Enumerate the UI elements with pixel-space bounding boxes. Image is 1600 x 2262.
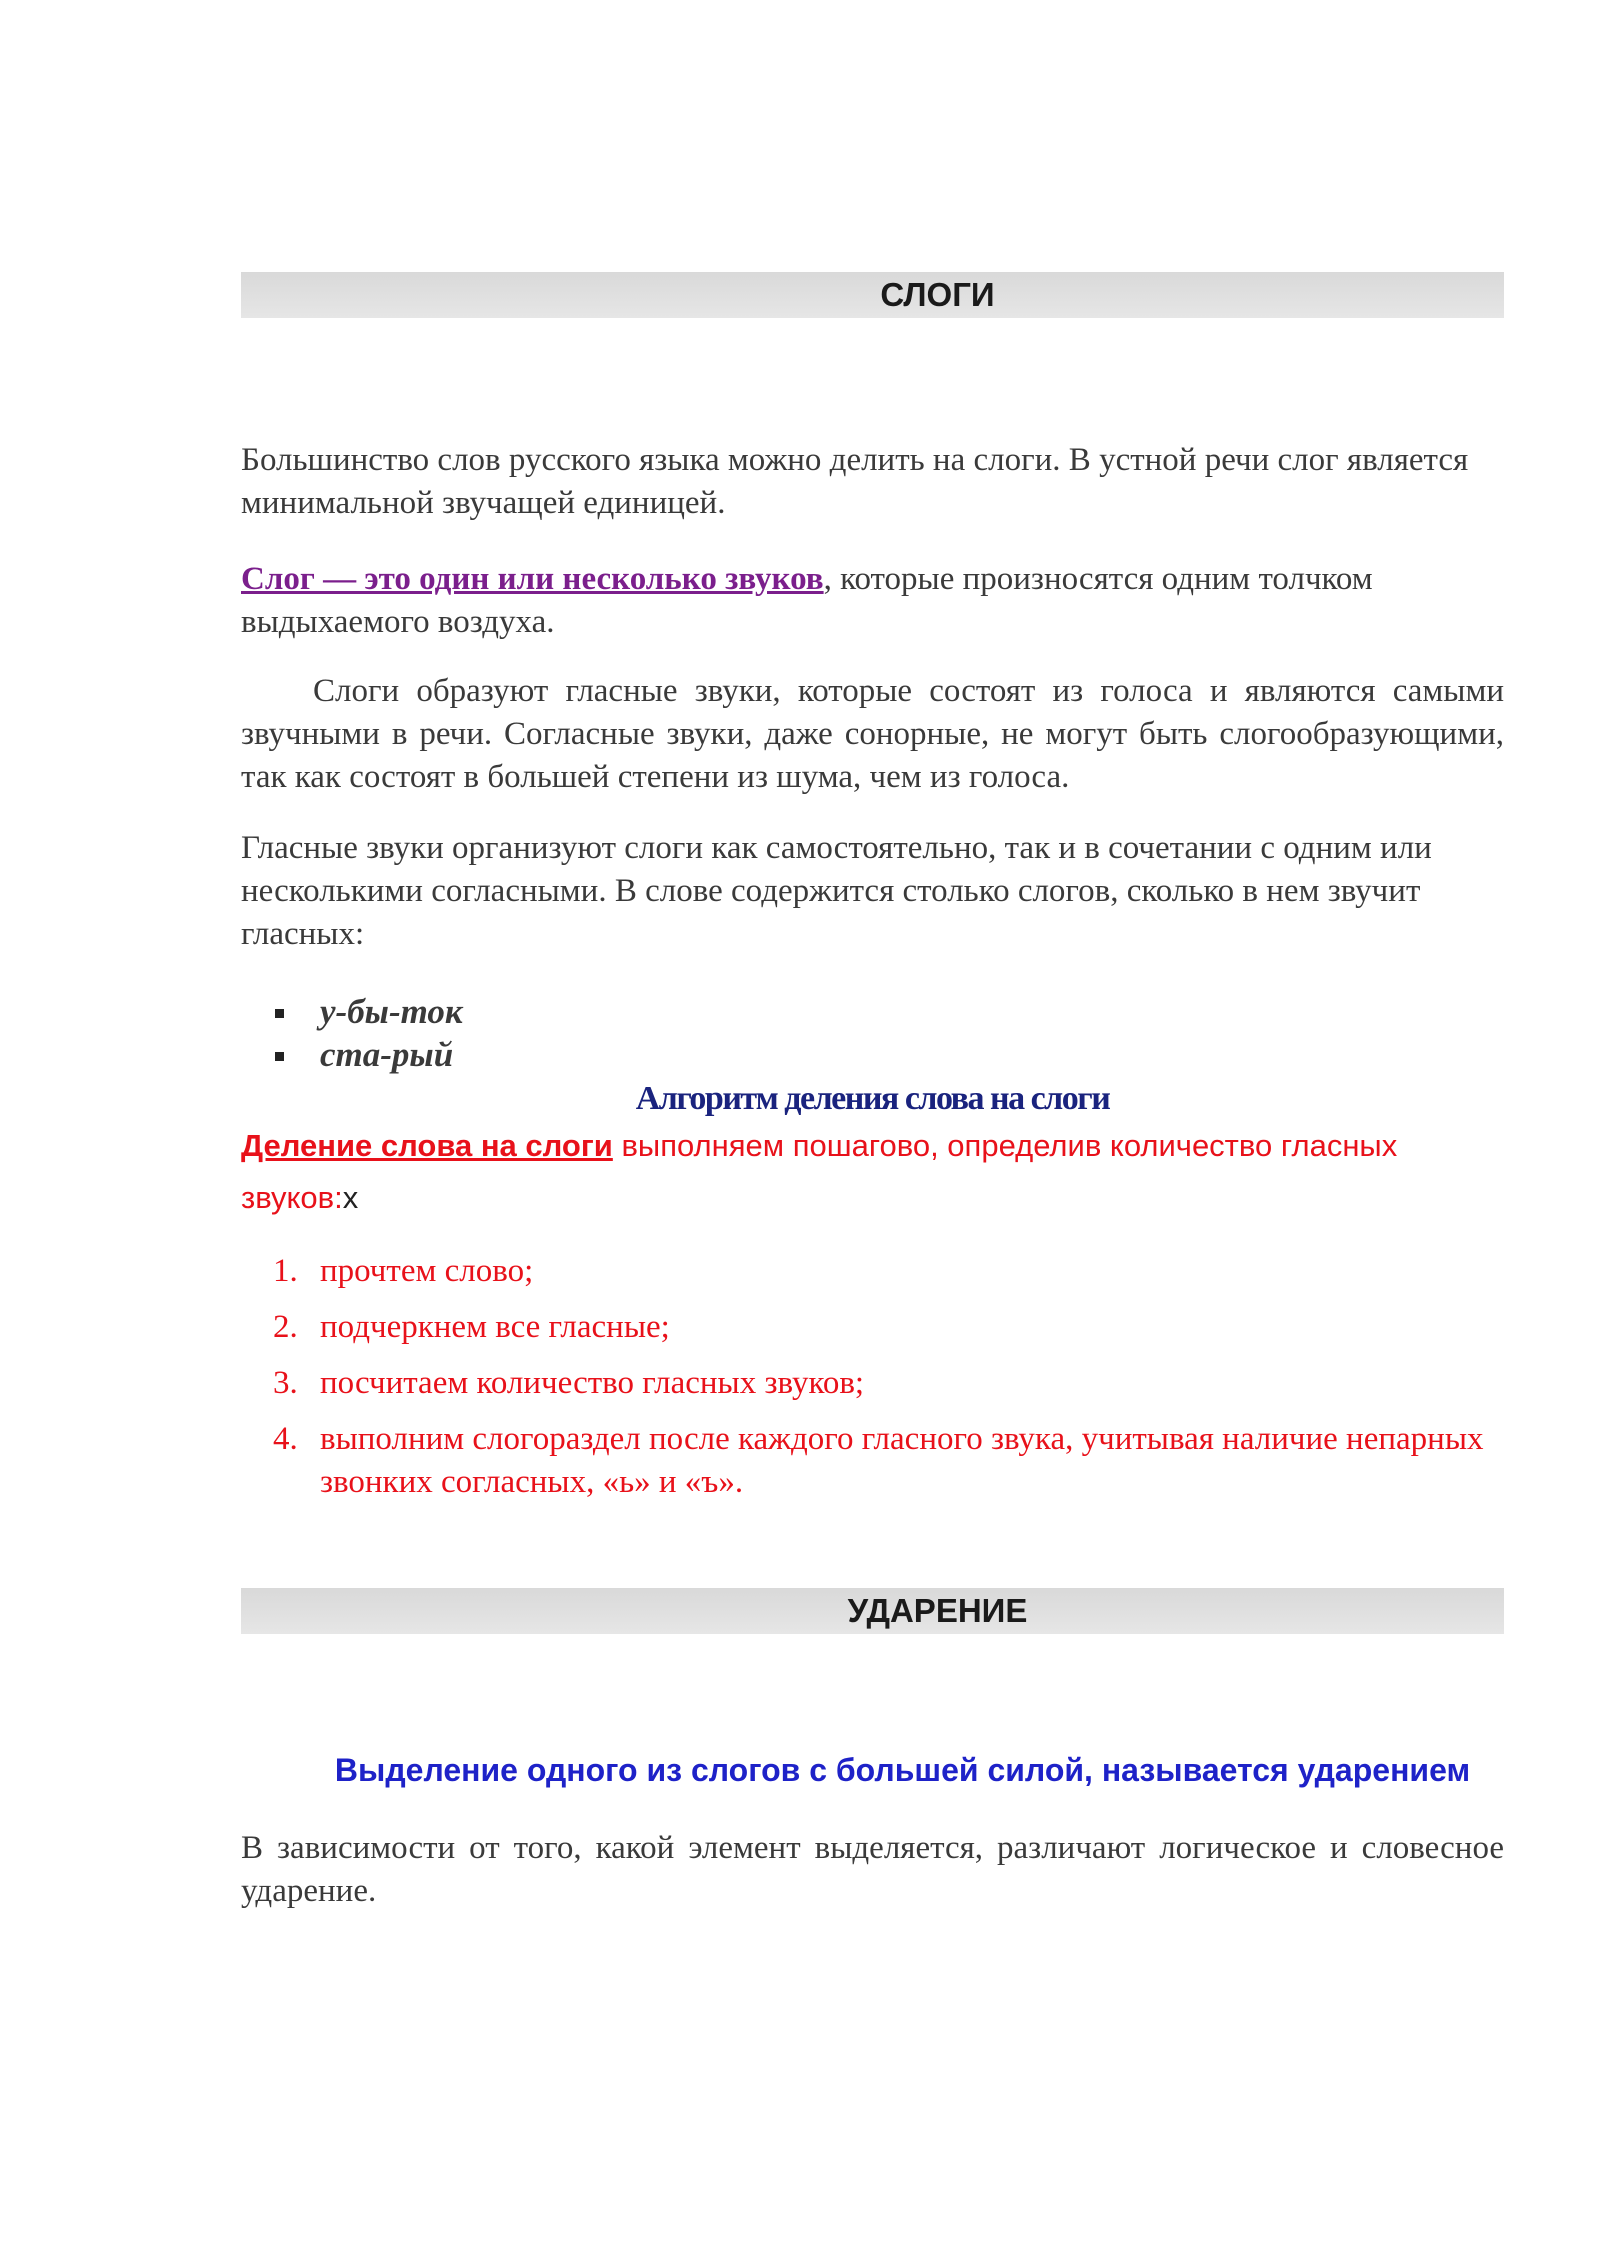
algorithm-title: Алгоритм деления слова на слоги	[635, 1080, 1110, 1117]
list-item: 1. прочтем слово;	[273, 1253, 534, 1289]
definition-term: Слог — это один или несколько звуков	[241, 561, 824, 597]
list-item: 4. выполним слогораздел после каждого гласного звука, учитывая наличие непарных звонких согласных, «ь» и «ъ».	[273, 1421, 1484, 1500]
intro-paragraph: Большинство слов русского языка можно делить на слоги. В устной речи слог является минимальной звучащей единицей.	[241, 442, 1469, 521]
stress-paragraph: В зависимости от того, какой элемент выделяется, различают логическое и словесное ударение.	[241, 1830, 1504, 1909]
list-item: у-бы-ток	[241, 990, 463, 1033]
section-heading-stress	[241, 1588, 1504, 1634]
section-heading-text: СЛОГИ	[880, 276, 995, 313]
stress-definition: Выделение одного из слогов с большей силой, называется ударением	[334, 1752, 1471, 1788]
algorithm-intro-rest: выполняем пошагово, определив количество гласных звуков:	[241, 1128, 1398, 1215]
section-heading-text: УДАРЕНИЕ	[847, 1592, 1028, 1629]
examples-list	[241, 990, 463, 1076]
bullet-square-icon	[275, 1052, 284, 1061]
list-item: 2. подчеркнем все гласные;	[273, 1309, 670, 1345]
organization-paragraph: Гласные звуки организуют слоги как самостоятельно, так и в сочетании с одним или несколькими согласными. В слове содержится столько слогов, сколько в нем звучит гласных:	[241, 830, 1432, 952]
vowels-paragraph: Слоги образуют гласные звуки, которые состоят из голоса и являются самыми звучными в речи. Согласные звуки, даже сонорные, не могут быть слогообразующими, так как состоят в большей степени из шума, чем из голоса.	[241, 673, 1504, 795]
algorithm-intro	[241, 1120, 1504, 1224]
algorithm-intro-trailing: х	[342, 1180, 359, 1215]
list-item: 3. посчитаем количество гласных звуков;	[273, 1365, 865, 1401]
list-item: ста-рый	[241, 1033, 463, 1076]
definition-rest: , которые произносятся одним толчком выдыхаемого воздуха.	[241, 561, 1373, 640]
algorithm-intro-term: Деление слова на слоги	[241, 1128, 613, 1163]
bullet-square-icon	[275, 1009, 284, 1018]
section-heading-syllables	[241, 272, 1504, 318]
definition-paragraph	[241, 558, 1504, 644]
algorithm-steps	[241, 1250, 1504, 1517]
